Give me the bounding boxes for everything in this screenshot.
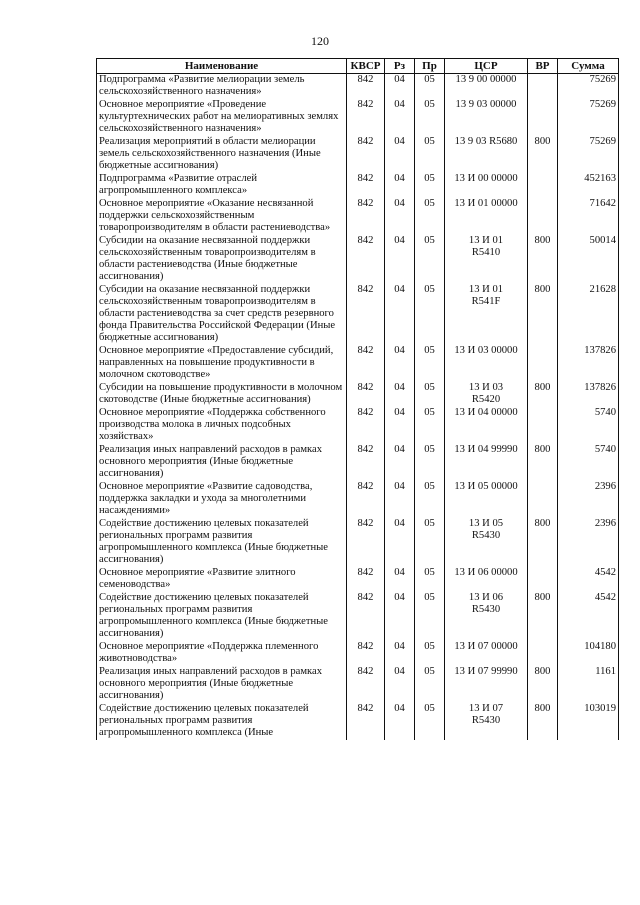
cell-rz: 04 — [385, 666, 415, 703]
cell-name: Подпрограмма «Развитие отраслей агропромышленного комплекса» — [97, 173, 347, 198]
cell-rz: 04 — [385, 703, 415, 740]
csr-code-line: 13 И 04 99990 — [454, 444, 518, 455]
cell-csr — [445, 173, 528, 198]
cell-csr — [445, 136, 528, 173]
table-row — [97, 567, 619, 592]
cell-pr: 05 — [415, 382, 445, 407]
table-row — [97, 136, 619, 173]
cell-vr — [528, 481, 558, 518]
csr-code-line: 13 И 03 — [468, 382, 504, 393]
cell-sum: 137826 — [558, 382, 619, 407]
csr-code-line: 13 И 06 — [468, 592, 504, 603]
csr-code-line: 13 И 00 00000 — [454, 173, 518, 184]
csr-code-line: 13 И 07 99990 — [454, 666, 518, 677]
cell-vr — [528, 641, 558, 666]
column-header-sum: Сумма — [558, 59, 619, 74]
cell-sum: 2396 — [558, 481, 619, 518]
csr-code-line: 13 И 04 00000 — [454, 407, 518, 418]
cell-csr — [445, 407, 528, 444]
column-header-vr: ВР — [528, 59, 558, 74]
cell-sum: 2396 — [558, 518, 619, 567]
cell-vr: 800 — [528, 666, 558, 703]
csr-code-line: 13 9 00 00000 — [455, 74, 517, 85]
cell-vr — [528, 407, 558, 444]
column-header-csr: ЦСР — [445, 59, 528, 74]
cell-rz: 04 — [385, 99, 415, 136]
cell-name: Субсидии на повышение продуктивности в молочном скотоводстве (Иные бюджетные ассигнования) — [97, 382, 347, 407]
cell-pr: 05 — [415, 235, 445, 284]
cell-vr — [528, 198, 558, 235]
table-row — [97, 173, 619, 198]
cell-sum: 4542 — [558, 567, 619, 592]
csr-code-line: 13 И 03 00000 — [454, 345, 518, 356]
cell-csr — [445, 567, 528, 592]
cell-rz: 04 — [385, 518, 415, 567]
cell-csr — [445, 345, 528, 382]
cell-vr: 800 — [528, 235, 558, 284]
cell-sum: 137826 — [558, 345, 619, 382]
cell-kvsr: 842 — [347, 235, 385, 284]
cell-kvsr: 842 — [347, 666, 385, 703]
cell-rz: 04 — [385, 173, 415, 198]
cell-name: Основное мероприятие «Поддержка собственного производства молока в личных подсобных хозяйствах» — [97, 407, 347, 444]
cell-pr: 05 — [415, 198, 445, 235]
table-row — [97, 518, 619, 567]
table-row — [97, 235, 619, 284]
cell-rz: 04 — [385, 74, 415, 100]
cell-csr — [445, 99, 528, 136]
cell-pr: 05 — [415, 444, 445, 481]
cell-csr — [445, 641, 528, 666]
cell-kvsr: 842 — [347, 703, 385, 740]
cell-kvsr: 842 — [347, 74, 385, 100]
cell-kvsr: 842 — [347, 198, 385, 235]
table-row — [97, 481, 619, 518]
column-header-kvsr: КВСР — [347, 59, 385, 74]
table-row — [97, 444, 619, 481]
cell-name: Субсидии на оказание несвязанной поддержки сельскохозяйственным товаропроизводителям в области растениеводства (Иные бюджетные ассигнования) — [97, 235, 347, 284]
cell-name: Содействие достижению целевых показателей региональных программ развития агропромышленного комплекса (Иные бюджетные ассигнования) — [97, 592, 347, 641]
table-row — [97, 592, 619, 641]
cell-pr: 05 — [415, 703, 445, 740]
cell-rz: 04 — [385, 407, 415, 444]
cell-pr: 05 — [415, 518, 445, 567]
cell-name: Содействие достижению целевых показателей региональных программ развития агропромышленного комплекса (Иные — [97, 703, 347, 740]
cell-csr — [445, 518, 528, 567]
cell-name: Реализация мероприятий в области мелиорации земель сельскохозяйственного назначения (Иные бюджетные ассигнования) — [97, 136, 347, 173]
csr-code-line: R5430 — [471, 530, 501, 541]
cell-kvsr: 842 — [347, 173, 385, 198]
cell-name: Реализация иных направлений расходов в рамках основного мероприятия (Иные бюджетные ассигнования) — [97, 444, 347, 481]
cell-pr: 05 — [415, 641, 445, 666]
cell-pr: 05 — [415, 592, 445, 641]
cell-vr: 800 — [528, 444, 558, 481]
page-number: 120 — [311, 34, 329, 48]
csr-code-line: 13 И 05 — [468, 518, 504, 529]
cell-rz: 04 — [385, 382, 415, 407]
cell-name: Основное мероприятие «Развитие элитного семеноводства» — [97, 567, 347, 592]
cell-kvsr: 842 — [347, 284, 385, 345]
cell-kvsr: 842 — [347, 407, 385, 444]
csr-code-line: R5410 — [471, 247, 501, 258]
cell-sum: 103019 — [558, 703, 619, 740]
cell-kvsr: 842 — [347, 567, 385, 592]
cell-csr — [445, 444, 528, 481]
cell-sum: 21628 — [558, 284, 619, 345]
cell-name: Субсидии на оказание несвязанной поддержки сельскохозяйственным товаропроизводителям в области растениеводства за счет средств резервного фонда Правительства Российской Федерации (Иные бюджетные ассигнования) — [97, 284, 347, 345]
csr-code-line: 13 9 03 00000 — [455, 99, 517, 110]
cell-rz: 04 — [385, 198, 415, 235]
cell-sum: 50014 — [558, 235, 619, 284]
cell-sum: 75269 — [558, 99, 619, 136]
cell-kvsr: 842 — [347, 136, 385, 173]
cell-name: Содействие достижению целевых показателей региональных программ развития агропромышленного комплекса (Иные бюджетные ассигнования) — [97, 518, 347, 567]
csr-code-line: 13 И 07 — [468, 703, 504, 714]
table-row — [97, 382, 619, 407]
cell-pr: 05 — [415, 99, 445, 136]
csr-code-line: R541F — [471, 296, 501, 307]
table-row — [97, 345, 619, 382]
cell-vr — [528, 74, 558, 100]
cell-csr — [445, 74, 528, 100]
csr-code-line: 13 И 07 00000 — [454, 641, 518, 652]
csr-code-line: 13 И 05 00000 — [454, 481, 518, 492]
cell-sum: 75269 — [558, 74, 619, 100]
cell-name: Основное мероприятие «Развитие садоводства, поддержка закладки и ухода за многолетними насаждениями» — [97, 481, 347, 518]
cell-pr: 05 — [415, 136, 445, 173]
cell-kvsr: 842 — [347, 518, 385, 567]
cell-pr: 05 — [415, 345, 445, 382]
cell-name: Основное мероприятие «Оказание несвязанной поддержки сельскохозяйственным товаропроизводителям в области растениеводства» — [97, 198, 347, 235]
cell-rz: 04 — [385, 641, 415, 666]
csr-code-line: R5430 — [471, 715, 501, 726]
csr-code-line: 13 И 01 00000 — [454, 198, 518, 209]
cell-csr — [445, 703, 528, 740]
column-header-rz: Рз — [385, 59, 415, 74]
cell-rz: 04 — [385, 444, 415, 481]
cell-kvsr: 842 — [347, 345, 385, 382]
cell-kvsr: 842 — [347, 444, 385, 481]
cell-rz: 04 — [385, 345, 415, 382]
csr-code-line: 13 И 06 00000 — [454, 567, 518, 578]
budget-table — [96, 58, 619, 740]
cell-sum: 5740 — [558, 407, 619, 444]
csr-code-line: 13 И 01 — [468, 284, 504, 295]
cell-sum: 4542 — [558, 592, 619, 641]
cell-rz: 04 — [385, 481, 415, 518]
cell-csr — [445, 235, 528, 284]
table-row — [97, 641, 619, 666]
cell-rz: 04 — [385, 567, 415, 592]
cell-csr — [445, 592, 528, 641]
cell-kvsr: 842 — [347, 382, 385, 407]
cell-rz: 04 — [385, 592, 415, 641]
table-row — [97, 198, 619, 235]
cell-kvsr: 842 — [347, 592, 385, 641]
cell-sum: 1161 — [558, 666, 619, 703]
cell-pr: 05 — [415, 407, 445, 444]
cell-kvsr: 842 — [347, 481, 385, 518]
cell-name: Реализация иных направлений расходов в рамках основного мероприятия (Иные бюджетные ассигнования) — [97, 666, 347, 703]
cell-csr — [445, 198, 528, 235]
table-row — [97, 284, 619, 345]
cell-pr: 05 — [415, 173, 445, 198]
cell-sum: 71642 — [558, 198, 619, 235]
cell-pr: 05 — [415, 567, 445, 592]
cell-vr — [528, 345, 558, 382]
cell-pr: 05 — [415, 284, 445, 345]
cell-csr — [445, 666, 528, 703]
cell-vr: 800 — [528, 284, 558, 345]
cell-sum: 5740 — [558, 444, 619, 481]
cell-vr: 800 — [528, 703, 558, 740]
cell-name: Основное мероприятие «Предоставление субсидий, направленных на повышение продуктивности в молочном скотоводстве» — [97, 345, 347, 382]
cell-pr: 05 — [415, 666, 445, 703]
cell-name: Основное мероприятие «Проведение культуртехнических работ на мелиоративных землях сельскохозяйственного назначения» — [97, 99, 347, 136]
cell-csr — [445, 284, 528, 345]
cell-pr: 05 — [415, 481, 445, 518]
cell-vr: 800 — [528, 592, 558, 641]
cell-vr — [528, 173, 558, 198]
csr-code-line: 13 9 03 R5680 — [454, 136, 518, 147]
csr-code-line: 13 И 01 — [468, 235, 504, 246]
cell-sum: 75269 — [558, 136, 619, 173]
table-body — [97, 74, 619, 741]
cell-rz: 04 — [385, 235, 415, 284]
cell-vr — [528, 567, 558, 592]
table-row — [97, 74, 619, 100]
cell-vr: 800 — [528, 136, 558, 173]
table-row — [97, 407, 619, 444]
cell-name: Подпрограмма «Развитие мелиорации земель сельскохозяйственного назначения» — [97, 74, 347, 100]
cell-csr — [445, 382, 528, 407]
csr-code-line: R5430 — [471, 604, 501, 615]
table-header-row — [97, 59, 619, 74]
column-header-name: Наименование — [97, 59, 347, 74]
table-row — [97, 666, 619, 703]
cell-kvsr: 842 — [347, 99, 385, 136]
cell-vr — [528, 99, 558, 136]
cell-rz: 04 — [385, 284, 415, 345]
csr-code-line: R5420 — [471, 394, 501, 405]
table-row — [97, 703, 619, 740]
cell-vr: 800 — [528, 518, 558, 567]
table-row — [97, 99, 619, 136]
cell-rz: 04 — [385, 136, 415, 173]
cell-kvsr: 842 — [347, 641, 385, 666]
column-header-pr: Пр — [415, 59, 445, 74]
cell-sum: 452163 — [558, 173, 619, 198]
cell-name: Основное мероприятие «Поддержка племенного животноводства» — [97, 641, 347, 666]
cell-vr: 800 — [528, 382, 558, 407]
cell-csr — [445, 481, 528, 518]
cell-pr: 05 — [415, 74, 445, 100]
cell-sum: 104180 — [558, 641, 619, 666]
